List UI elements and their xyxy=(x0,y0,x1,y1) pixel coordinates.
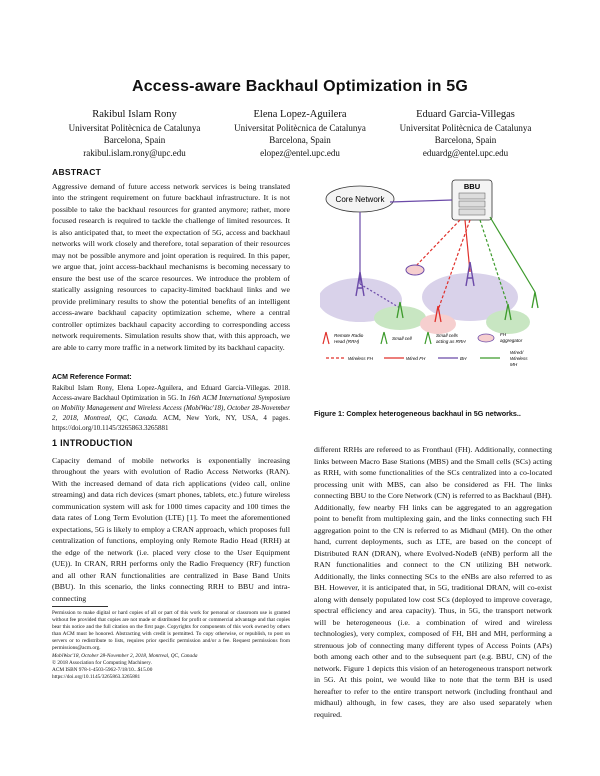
author-block xyxy=(52,109,548,159)
footnote-rule xyxy=(52,606,108,607)
isbn: ACM ISBN 978-1-4503-5962-7/18/10...$15.00 xyxy=(52,666,153,673)
legend-bh: BH xyxy=(460,356,467,361)
figure-caption: Figure 1: Complex heterogeneous backhaul in 5G networks.. xyxy=(314,409,521,418)
acm-ref-text-a: Rakibul Islam Rony, Elena Lopez-Aguilera, and Eduard Garcia-Villegas. 2018. Access-aware Backhaul Optimization in 5G. In xyxy=(52,384,290,402)
author-name: Rakibul Islam Rony xyxy=(92,109,177,120)
small-cell-tower xyxy=(532,292,538,308)
intro-section xyxy=(52,438,290,604)
author-1 xyxy=(52,109,217,159)
legend xyxy=(323,332,528,367)
legend-wired-wireless-mh: Wired/ Wireless MH xyxy=(510,350,528,367)
small-cell-legend-icon xyxy=(381,332,387,344)
right-column-text: different RRHs are refereed to as Fronthaul (FH). Additionally, connecting links between Macro Base Stations (MBS) and the Small cells (SCs) acting as RRH, with some functionalities of the SCs centralized into a co-located processing unit with MBS, can also be considered as FH. The links connecting BBU to the Core Network (CN) is referred to as Backhaul (BH). Additionally, few nearby FH links can be aggregated to an aggregation point to benefit from multiplexing gain, and the links connecting such FH aggregation point to the CN is referred to as Midhaul (MH). On the other hand, current deployments, such as LTE, are based on the concept of Distributed RAN (DRAN), where Evolved-NodeB (eNB) perform all the RAN functionalities and connect to the CN utilizing BH network. Additionally, the links connecting SCs to the eNBs are also referred to as BH. However, it is anticipated that, in 5G, traditional DRAN, will co-exist along with densely populated low cost SCs (deployed to improve coverage, spectral efficiency and area capacity). Thus, in 5G, the transport network will be heterogeneous (i.e. a combination of wired and wireless technologies), very complex, composed of FH, BH and MH, performing a strenuous job of connecting many different types of Access Points (APs) both among each other and to the subsequent part (e.g. BBU, CN) of the network. Figure 1 depicts this vision of an heterogeneous transport network in 5G. At this point, we would like to note that the term BH is used hereafter to refer to the entire transport network (including fronthaul and midhaul) although, in few cases, they are also used separately when required. xyxy=(314,445,552,719)
legend-rrh: Remote Radio Head (RRH) xyxy=(334,333,364,344)
author-name: Eduard Garcia-Villegas xyxy=(416,109,515,120)
small-cell-area xyxy=(486,310,530,334)
acm-reference xyxy=(52,373,290,433)
legend-wireless-fh: Wireless FH xyxy=(348,356,373,361)
abstract-section xyxy=(52,167,290,353)
author-affiliation: Universitat Politècnica de Catalunya xyxy=(234,122,366,133)
abstract-heading: ABSTRACT xyxy=(52,167,102,177)
doi-link[interactable]: https://doi.org/10.1145/3265863.3265881 xyxy=(52,673,141,680)
author-affiliation: Universitat Politècnica de Catalunya xyxy=(68,122,201,133)
intro-heading: 1 INTRODUCTION xyxy=(52,438,133,448)
author-location: Barcelona, Spain xyxy=(434,135,497,145)
author-3 xyxy=(383,109,548,159)
acm-ref-heading: ACM Reference Format: xyxy=(52,374,132,381)
fh-aggregator-legend-icon xyxy=(478,334,494,342)
author-name: Elena Lopez-Aguilera xyxy=(253,109,347,120)
network-figure xyxy=(320,172,552,397)
small-cell-rrh-legend-icon xyxy=(425,332,431,344)
copyright: © 2018 Association for Computing Machinery. xyxy=(52,659,152,666)
core-network-cloud xyxy=(326,186,394,212)
bbu-label: BBU xyxy=(463,182,481,191)
legend-small-cell-rrh: Small cells acting as RRH xyxy=(436,333,466,344)
legend-small-cell: Small cell xyxy=(392,336,412,341)
abstract-text: Aggressive demand of future access network services is being translated into the stringent requirement on future backhaul infrastructure. It is not possible to take the backhaul resources for granted anymore; rather, more focused research is required to tackle the challenge of limited resources. It is also anticipated that, to meet the expectation of 5G, access and backhaul networks will work closely and therefore, total separation of their resources may not be possible anymore and joint operation is required. In this paper, we argue that, joint access-backhaul mechanisms is becoming necessary to ensure the best use of the scarce resources. We introduce the problem of statically assigning resources to capacity-limited backhaul links and we provide preliminary results to show the potential benefits of an intelligent access-aware backhaul capacity optimization scheme, where a central controller optimizes backhaul capacity according to corresponding access network requirements. Simulation results show that, with this approach, we are able to carry more traffic in a network limited by its backhaul capacity. xyxy=(52,181,290,352)
core-network-label: Core Network xyxy=(335,195,385,204)
small-cell-area xyxy=(374,306,426,330)
author-location: Barcelona, Spain xyxy=(269,135,331,145)
author-affiliation: Universitat Politècnica de Catalunya xyxy=(399,122,532,133)
author-email[interactable]: elopez@entel.upc.edu xyxy=(260,147,340,158)
small-cell-area xyxy=(420,314,456,334)
permission-block xyxy=(52,610,290,681)
acm-ref-text-b: ACM, New York, NY, USA, 4 pages. https://doi.org/10.1145/3265863.3265881 xyxy=(52,414,290,432)
intro-text: Capacity demand of mobile networks is exponentially increasing throughout the years with evolution of Radio Access Networks (RAN). With the increased demand of data rich applications (video call, online streaming) and data rich devices (smart phones, tablets, etc.) future wireless communication system will ask for 1000 times capacity and 100 times the data rates of Long Term Evolution (LTE) [1]. To meet the aforementioned expectations, 5G is likely to employ a CRAN approach, which proposes full centralization of functions, employing only Remote Radio Head (RRH) at the edge of the network (i.e. placed very close to the User Equipment (UE)). In CRAN, RRH performs only the Radio Frequency (RF) function and all other RAN functionalities are centralized in Base Band Units (BBU). In this scenario, the links connecting RRH to BBU and intra-connecting xyxy=(52,455,290,603)
rrh-legend-icon xyxy=(323,332,329,344)
author-email[interactable]: rakibul.islam.rony@upc.edu xyxy=(83,147,186,158)
permission-text: Permission to make digital or hard copies of all or part of this work for personal or classroom use is granted without fee provided that copies are not made or distributed for profit or commercial advantage and that copies bear this notice and the full citation on the first page. Copyrights for components of this work owned by others than ACM must be honored. Abstracting with credit is permitted. To copy otherwise, or republish, to post on servers or to redistribute to lists, requires prior specific permission and/or a fee. Request permissions from permissions@acm.org. xyxy=(52,610,290,652)
legend-wired-fh: Wired FH xyxy=(406,356,426,361)
fh-aggregator xyxy=(406,265,424,275)
legend-fh-aggregator: FH aggregator xyxy=(500,332,523,343)
author-location: Barcelona, Spain xyxy=(103,135,166,145)
permission-venue: MobiWac'18, October 28-November 2, 2018, Montreal, QC, Canada xyxy=(52,652,198,659)
acm-ref-venue: 16th ACM International Symposium on Mobility Management and Wireless Access (MobiWac'18), October 28-November 2, 2018, Montreal, QC, Canada. xyxy=(52,394,290,422)
bbu-pool xyxy=(452,180,492,220)
author-2 xyxy=(218,109,383,159)
author-email[interactable]: eduardg@entel.upc.edu xyxy=(422,147,509,158)
paper-title: Access-aware Backhaul Optimization in 5G xyxy=(131,78,469,95)
